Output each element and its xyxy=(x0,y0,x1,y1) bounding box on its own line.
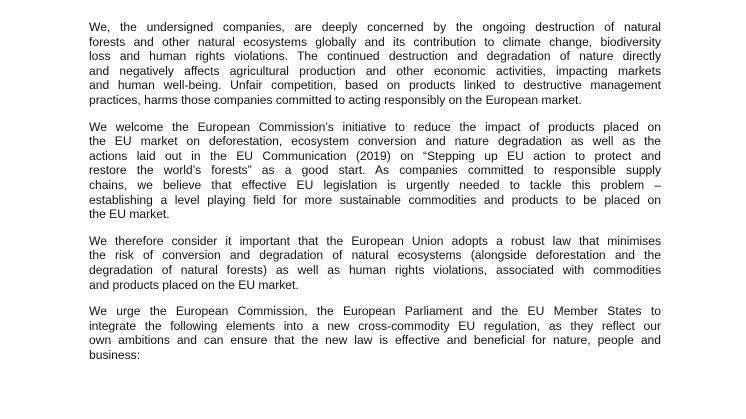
document-page xyxy=(89,20,661,374)
text-line: integrate the following elements into a new cross-commodity EU regulation, as they reflect our xyxy=(89,318,661,333)
text-line: and products placed on the EU market. xyxy=(89,277,299,292)
text-line: degradation of natural forests) as well as human rights violations, associated with commodities xyxy=(89,262,661,277)
text-line: forests and other natural ecosystems globally and its contribution to climate change, biodiversity xyxy=(89,34,661,49)
text-line: We therefore consider it important that the European Union adopts a robust law that minimises xyxy=(89,233,661,248)
text-line: loss and human rights violations. The continued destruction and degradation of nature directly xyxy=(89,49,661,64)
paragraph-urge xyxy=(89,304,661,362)
text-line: actions laid out in the EU Communication (2019) on “Stepping up EU action to protect and xyxy=(89,148,661,163)
text-line: chains, we believe that effective EU legislation is urgently needed to tackle this problem – xyxy=(89,177,661,192)
text-line: business: xyxy=(89,347,141,362)
paragraph-concern xyxy=(89,20,661,108)
text-line: We urge the European Commission, the European Parliament and the EU Member States to xyxy=(89,304,661,319)
text-line: We, the undersigned companies, are deeply concerned by the ongoing destruction of natural xyxy=(89,20,661,34)
text-line: and negatively affects agricultural production and other economic activities, impacting markets xyxy=(89,63,661,78)
text-line: own ambitions and can ensure that the new law is effective and beneficial for nature, people and xyxy=(89,333,661,348)
text-line: the EU market. xyxy=(89,207,170,222)
text-line: We welcome the European Commission’s initiative to reduce the impact of products placed on xyxy=(89,119,661,134)
text-line: the EU market on deforestation, ecosystem conversion and nature degradation as well as the xyxy=(89,134,661,149)
text-line: the risk of conversion and degradation of natural ecosystems (alongside deforestation and the xyxy=(89,248,661,263)
text-line: and human well-being. Unfair competition, based on products linked to destructive management xyxy=(89,78,661,93)
text-line: restore the world’s forests” as a good start. As companies committed to responsible supply xyxy=(89,163,661,178)
text-line: establishing a level playing field for more sustainable commodities and products to be placed on xyxy=(89,192,661,207)
paragraph-welcome xyxy=(89,120,661,222)
paragraph-robust-law xyxy=(89,234,661,292)
text-line: practices, harms those companies committed to acting responsibly on the European market. xyxy=(89,92,582,107)
